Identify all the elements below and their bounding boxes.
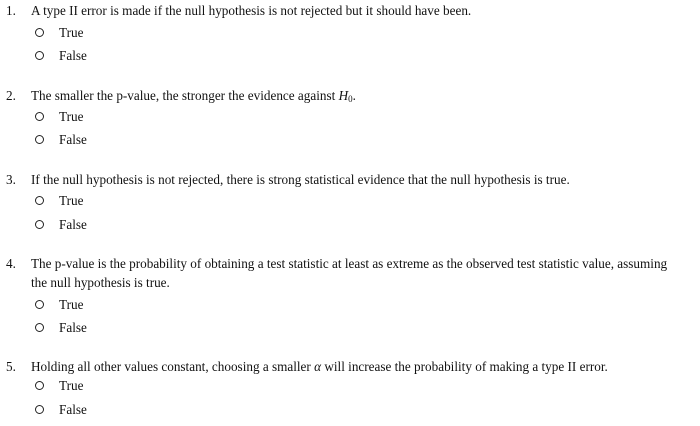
option-label: True	[59, 297, 84, 312]
option-label: False	[59, 402, 87, 417]
radio-button[interactable]	[35, 323, 44, 332]
radio-button[interactable]	[35, 112, 44, 121]
question-3-option-true[interactable]	[35, 192, 83, 209]
question-3-option-false[interactable]	[35, 216, 87, 233]
question-4-option-false[interactable]	[35, 319, 87, 336]
question-1-option-true[interactable]	[35, 24, 83, 41]
radio-button[interactable]	[35, 196, 44, 205]
option-label: False	[59, 48, 87, 63]
radio-button[interactable]	[35, 28, 44, 37]
option-label: False	[59, 132, 87, 147]
option-label: True	[59, 109, 84, 124]
question-text-line-2: the null hypothesis is true.	[31, 275, 170, 290]
option-label: False	[59, 217, 87, 232]
question-number: 4.	[6, 256, 16, 271]
question-number: 5.	[6, 359, 16, 374]
radio-button[interactable]	[35, 300, 44, 309]
subscript-zero: 0	[348, 94, 353, 104]
option-label: False	[59, 320, 87, 335]
alpha-symbol: α	[314, 359, 322, 374]
option-label: True	[59, 378, 84, 393]
radio-button[interactable]	[35, 381, 44, 390]
question-number: 3.	[6, 172, 16, 187]
option-label: True	[59, 25, 84, 40]
radio-button[interactable]	[35, 405, 44, 414]
question-1-option-false[interactable]	[35, 47, 87, 64]
radio-button[interactable]	[35, 51, 44, 60]
question-text-line-1: The p-value is the probability of obtaining a test statistic at least as extreme as the observed test statistic value, assuming	[31, 256, 668, 271]
question-5-option-false[interactable]	[35, 401, 87, 418]
question-2-option-true[interactable]	[35, 108, 83, 125]
null-hypothesis-symbol: H	[338, 88, 349, 103]
question-2-option-false[interactable]	[35, 131, 87, 148]
radio-button[interactable]	[35, 220, 44, 229]
question-text: A type II error is made if the null hypothesis is not rejected but it should have been.	[31, 3, 472, 18]
option-label: True	[59, 193, 84, 208]
question-text: If the null hypothesis is not rejected, there is strong statistical evidence that the null hypothesis is true.	[31, 172, 570, 187]
question-5-option-true[interactable]	[35, 377, 83, 394]
question-text: The smaller the p-value, the stronger the evidence against $H_0$.	[31, 88, 356, 104]
question-4-option-true[interactable]	[35, 296, 83, 313]
question-text: Holding all other values constant, choosing a smaller α will increase the probability of making a type II error.	[31, 359, 608, 374]
question-number: 1.	[6, 3, 16, 18]
question-number: 2.	[6, 88, 16, 103]
radio-button[interactable]	[35, 135, 44, 144]
